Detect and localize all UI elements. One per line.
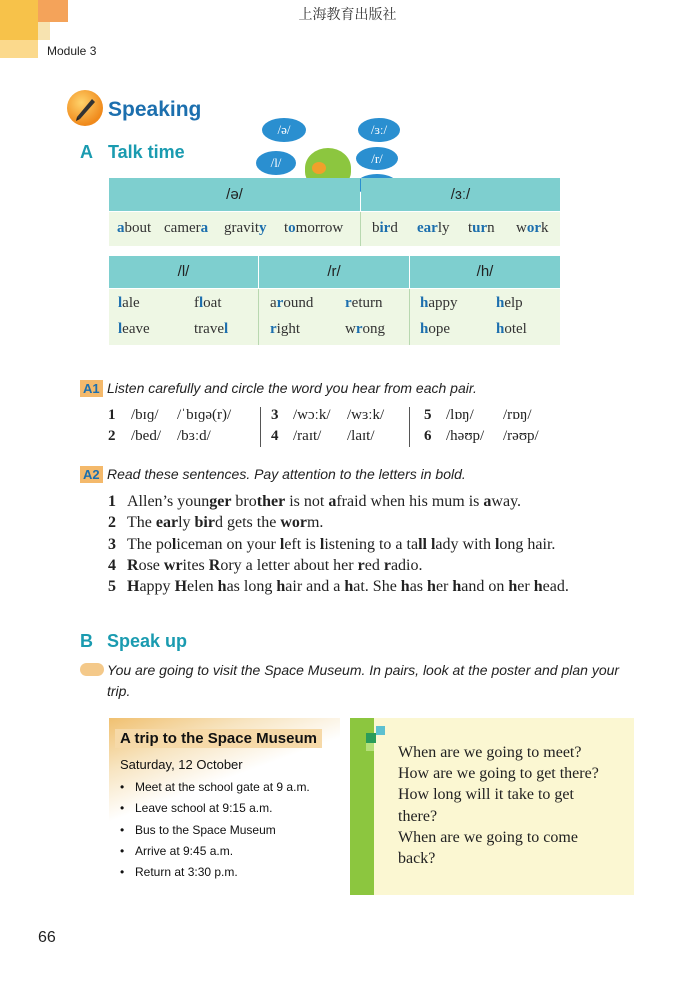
word xyxy=(270,321,300,338)
instruction-marker xyxy=(80,663,104,676)
bold-letters: bir xyxy=(194,514,215,532)
bold-letters: h xyxy=(217,578,227,596)
word xyxy=(345,295,383,312)
publisher-name: 上海教育出版社 xyxy=(298,6,397,22)
item-number: 3 xyxy=(271,407,279,423)
word-bold-letter: h xyxy=(496,321,505,337)
sentence-number: 4 xyxy=(108,556,116,574)
word-part: d xyxy=(390,220,398,236)
bold-letters: ll xyxy=(418,535,427,553)
pronunciation-option[interactable]: /raɪt/ xyxy=(293,428,322,444)
word xyxy=(194,321,228,338)
bold-letters: a xyxy=(483,493,492,510)
word-bold-letter: h xyxy=(420,321,429,337)
word-bold-letter: l xyxy=(199,295,204,311)
bullet-icon: • xyxy=(120,822,125,837)
bold-letters: ther xyxy=(256,493,286,510)
sentence-part: eft is xyxy=(284,535,320,553)
question-line: there? xyxy=(398,807,438,825)
section-letter-a: A xyxy=(80,142,93,162)
module-label: Module 3 xyxy=(47,44,97,58)
word xyxy=(270,295,313,312)
word xyxy=(496,321,527,338)
sentence xyxy=(127,536,555,554)
bold-letters: H xyxy=(127,578,140,596)
sentence xyxy=(127,493,521,511)
table-divider xyxy=(360,212,361,246)
decorative-square xyxy=(366,733,376,743)
pronunciation-option[interactable]: /rəʊp/ xyxy=(503,428,539,444)
question-line: back? xyxy=(398,850,436,867)
pronunciation-option[interactable]: /lɒŋ/ xyxy=(446,407,474,423)
sentence-part: air and a xyxy=(285,578,345,596)
word-bold-letter: l xyxy=(118,321,123,337)
word-bold-letter: a xyxy=(117,220,125,236)
word xyxy=(118,321,150,338)
word-part: k xyxy=(541,220,549,236)
bold-letters: r xyxy=(383,556,391,574)
section-title-speaking: Speaking xyxy=(108,98,202,121)
sentence-part: fraid when his mum is xyxy=(336,493,484,510)
bold-letters: h xyxy=(508,578,518,596)
bold-letters: r xyxy=(357,556,365,574)
word xyxy=(496,295,523,312)
sentence-part: way. xyxy=(491,493,522,510)
sentence-part: m. xyxy=(306,514,324,532)
word-part: a xyxy=(270,295,277,311)
decorative-square xyxy=(366,743,374,751)
table-header: /l/ xyxy=(109,256,258,288)
poster-date: Saturday, 12 October xyxy=(120,757,243,772)
sentence-part: The po xyxy=(127,535,172,553)
table-header: /h/ xyxy=(410,256,560,288)
bold-letters: h xyxy=(276,578,286,596)
poster-title: A trip to the Space Museum xyxy=(115,729,322,748)
pronunciation-option[interactable]: /rɒŋ/ xyxy=(503,407,532,423)
pronunciation-option[interactable]: /həʊp/ xyxy=(446,428,485,444)
corner-decoration xyxy=(0,40,38,58)
item-number: 2 xyxy=(108,428,116,444)
sentence-part: ory a letter about her xyxy=(220,556,358,574)
corner-decoration xyxy=(38,22,50,40)
pronunciation-option[interactable]: /wɔːk/ xyxy=(293,407,331,423)
word-part: camer xyxy=(164,220,201,236)
word xyxy=(117,220,151,237)
word-part: bout xyxy=(124,220,152,236)
item-number: 6 xyxy=(424,428,432,444)
table-header: /r/ xyxy=(259,256,409,288)
sentence-number: 3 xyxy=(108,535,116,553)
bold-letters: a xyxy=(328,493,337,510)
parrot-beak-icon xyxy=(312,162,326,174)
question-line: When are we going to meet? xyxy=(398,744,582,761)
exercise-tag-a2: A2 xyxy=(80,466,103,483)
sentence-part: d gets the xyxy=(214,514,281,532)
bold-letters: ear xyxy=(155,514,179,532)
pronunciation-option[interactable]: /bɪɡ/ xyxy=(131,407,159,423)
sentence-part: is not xyxy=(285,493,329,510)
word-bold-letter: h xyxy=(420,295,429,311)
exercise-instruction: You are going to visit the Space Museum. In pairs, look at the poster and plan your trip. xyxy=(107,662,620,699)
sentence xyxy=(127,557,422,575)
bold-letters: l xyxy=(171,535,177,553)
bold-letters: R xyxy=(208,556,221,574)
section-title-speak-up: Speak up xyxy=(107,631,188,651)
word-part: ale xyxy=(122,295,140,311)
poster-item: Leave school at 9:15 a.m. xyxy=(135,801,273,816)
table-header: /ə/ xyxy=(109,178,360,211)
sentence-part: ong hair. xyxy=(499,535,556,553)
bullet-icon: • xyxy=(120,801,125,816)
word-bold-letter: r xyxy=(345,295,352,311)
sentence-part: ly xyxy=(178,514,195,532)
bold-letters: h xyxy=(452,578,462,596)
section-title-talk-time: Talk time xyxy=(108,142,185,162)
word-bold-letter: ur xyxy=(472,220,488,236)
sentence-part: The xyxy=(127,514,156,532)
word xyxy=(118,295,140,312)
word xyxy=(372,220,398,237)
sentence-number: 1 xyxy=(108,493,116,510)
word-bold-letter: o xyxy=(288,220,296,236)
column-separator xyxy=(260,407,261,447)
table-body xyxy=(109,289,560,345)
word-part: appy xyxy=(428,295,458,311)
bullet-icon: • xyxy=(120,780,125,794)
sentence-part: Allen’s youn xyxy=(127,493,210,510)
phoneme-bubble: /l/ xyxy=(256,151,296,175)
sentence-part: ed xyxy=(364,556,384,574)
sentence-part: er xyxy=(435,578,453,596)
table-header: /ɜː/ xyxy=(361,178,560,211)
word xyxy=(420,295,458,312)
decorative-square xyxy=(376,726,385,735)
word xyxy=(417,220,450,237)
item-number: 1 xyxy=(108,407,116,423)
sentence-part: as xyxy=(409,578,428,596)
bold-letters: l xyxy=(430,535,436,553)
column-separator xyxy=(409,407,410,447)
pronunciation-option[interactable]: /wɜːk/ xyxy=(347,407,385,423)
word-part: t xyxy=(284,220,289,236)
word-bold-letter: ir xyxy=(379,220,391,236)
bold-letters: h xyxy=(400,578,410,596)
pronunciation-option[interactable]: /bed/ xyxy=(131,428,161,444)
bold-letters: l xyxy=(279,535,285,553)
word-bold-letter: r xyxy=(276,295,284,311)
word-part: t xyxy=(468,220,473,236)
word xyxy=(468,220,495,237)
sentence-part: at. She xyxy=(353,578,401,596)
pronunciation-option[interactable]: /bɜːd/ xyxy=(177,428,211,444)
poster-item: Meet at the school gate at 9 a.m. xyxy=(135,780,310,794)
word-part: ound xyxy=(283,295,314,311)
bold-letters: h xyxy=(344,578,354,596)
sentence-number: 2 xyxy=(108,514,116,532)
word-part: b xyxy=(372,220,380,236)
word xyxy=(164,220,208,237)
sentence-part: as long xyxy=(226,578,277,596)
word-bold-letter: h xyxy=(496,295,505,311)
bold-letters: l xyxy=(494,535,500,553)
bold-letters: ger xyxy=(209,493,232,510)
sentence-part: er xyxy=(517,578,534,596)
word-bold-letter: r xyxy=(270,321,277,337)
pronunciation-option[interactable]: /laɪt/ xyxy=(347,428,375,444)
table-divider xyxy=(258,289,259,345)
sentence xyxy=(127,514,323,532)
page-number: 66 xyxy=(38,929,56,946)
word-part: ong xyxy=(362,321,386,337)
exercise-instruction: Read these sentences. Pay attention to the letters in bold. xyxy=(107,466,466,482)
word xyxy=(284,220,343,237)
sentence-part: ead. xyxy=(542,578,569,596)
exercise-tag-a1: A1 xyxy=(80,380,103,397)
sentence-part: adio. xyxy=(390,556,423,574)
sentence-part: ites xyxy=(182,556,209,574)
sentence-part: iceman on your xyxy=(176,535,280,553)
sentence-part: elen xyxy=(187,578,218,596)
word xyxy=(420,321,450,338)
bold-letters: l xyxy=(319,535,325,553)
bold-letters: wor xyxy=(280,514,307,532)
word xyxy=(516,220,549,237)
item-number: 4 xyxy=(271,428,279,444)
bold-letters: R xyxy=(127,556,139,574)
word xyxy=(345,321,385,338)
word-bold-letter: ear xyxy=(417,220,438,236)
word-bold-letter: y xyxy=(259,220,267,236)
word-part: gravit xyxy=(224,220,259,236)
word-part: ight xyxy=(276,321,301,337)
poster-item: Arrive at 9:45 a.m. xyxy=(135,843,234,858)
sentence-part: appy xyxy=(139,578,175,596)
sentence-part: and on xyxy=(461,578,509,596)
bold-letters: h xyxy=(427,578,436,596)
word-part: ly xyxy=(437,220,450,236)
sentence xyxy=(127,578,569,596)
word-part: w xyxy=(516,220,527,236)
word-part: elp xyxy=(504,295,523,311)
word-part: morrow xyxy=(295,220,344,236)
word-part: ope xyxy=(428,321,451,337)
sentence-part: bro xyxy=(231,493,257,510)
bullet-icon: • xyxy=(120,843,125,858)
question-line: When are we going to come xyxy=(398,828,578,846)
poster-item: Return at 3:30 p.m. xyxy=(135,865,238,880)
word xyxy=(224,220,267,237)
phoneme-bubble: /ɜː/ xyxy=(358,118,400,142)
question-line: How long will it take to get xyxy=(398,786,574,804)
table-divider xyxy=(409,289,410,345)
poster-item: Bus to the Space Museum xyxy=(135,822,276,837)
item-number: 5 xyxy=(424,407,432,423)
sentence-part: istening to a ta xyxy=(324,535,419,553)
word-part: oat xyxy=(203,295,222,311)
word-bold-letter: l xyxy=(223,321,229,337)
word-part: n xyxy=(487,220,495,236)
phoneme-bubble: /r/ xyxy=(356,147,398,170)
bold-letters: wr xyxy=(163,556,183,574)
word-part: trave xyxy=(194,321,224,337)
word-part: w xyxy=(345,321,356,337)
word-part: eturn xyxy=(351,295,383,311)
word-part: f xyxy=(194,295,199,311)
word xyxy=(194,295,222,312)
sentence-part: ose xyxy=(138,556,164,574)
pen-icon xyxy=(67,90,103,126)
word-part: eave xyxy=(122,321,150,337)
word-bold-letter: r xyxy=(355,321,363,337)
bold-letters: H xyxy=(174,578,188,596)
phoneme-bubble: /ə/ xyxy=(262,118,306,142)
bold-letters: h xyxy=(533,578,543,596)
word-bold-letter: a xyxy=(200,220,209,236)
question-line: How are we going to get there? xyxy=(398,765,599,783)
word-bold-letter: or xyxy=(526,220,542,236)
word-bold-letter: l xyxy=(118,295,123,311)
pronunciation-option[interactable]: /ˈbɪɡə(r)/ xyxy=(177,407,232,423)
section-letter-b: B xyxy=(80,631,93,651)
bullet-icon: • xyxy=(120,865,125,880)
sentence-part: ady with xyxy=(435,535,495,553)
word-part: otel xyxy=(504,321,527,337)
sentence-number: 5 xyxy=(108,578,116,596)
exercise-instruction: Listen carefully and circle the word you hear from each pair. xyxy=(107,380,477,396)
